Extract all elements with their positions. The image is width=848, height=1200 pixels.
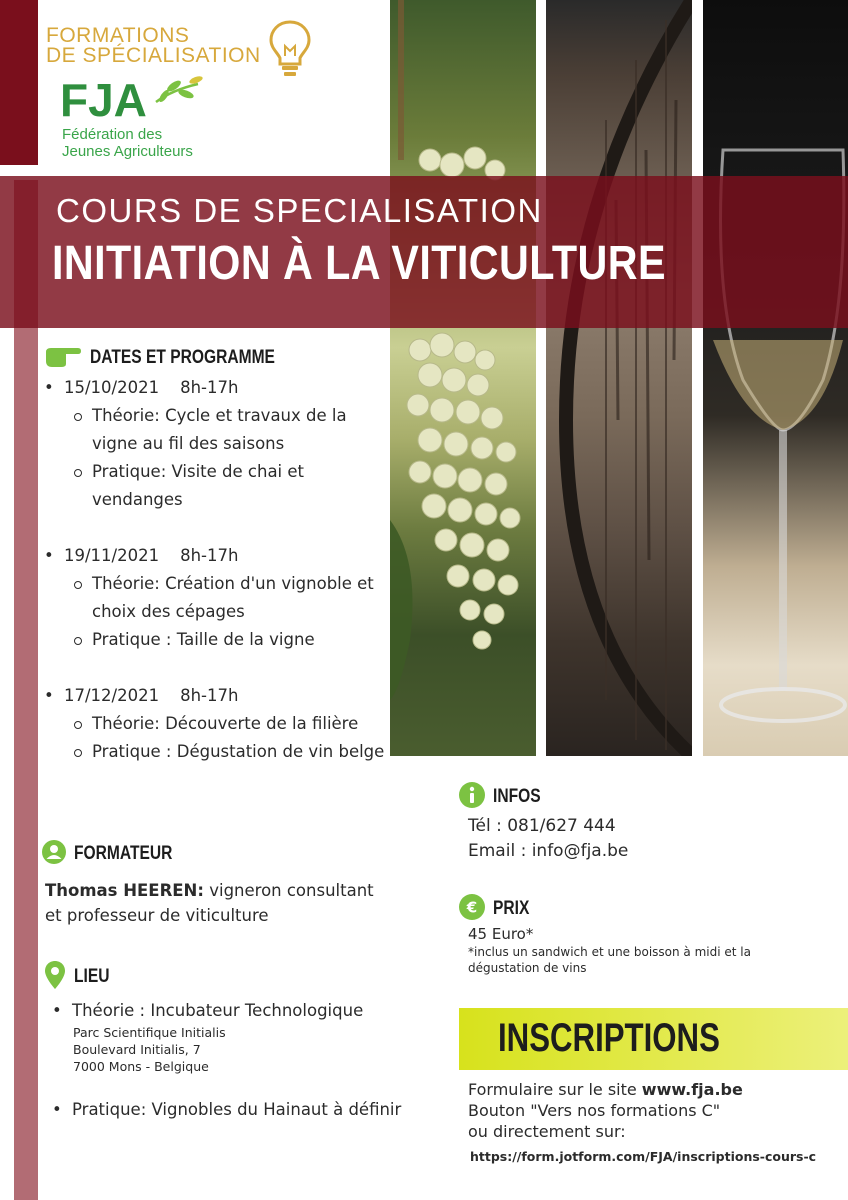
- course-type-heading: COURS DE SPECIALISATION: [56, 192, 543, 229]
- price-section-header: [459, 894, 537, 924]
- location-heading: LIEU: [74, 966, 110, 987]
- trainer-role: vigneron consultant et professeur de viticulture: [45, 881, 374, 925]
- pointing-hand-icon: [44, 344, 82, 372]
- session-item: Pratique : Dégustation de vin belge: [42, 738, 392, 766]
- price-amount: 45 Euro*: [468, 925, 534, 943]
- program-session-3: [42, 682, 392, 766]
- session-date: 19/11/2021: [64, 546, 160, 565]
- registration-url[interactable]: https://form.jotform.com/FJA/inscriptions-cours-c: [470, 1149, 817, 1164]
- session-item: Pratique : Taille de la vigne: [42, 626, 392, 654]
- trainer-description: [45, 878, 390, 928]
- trainer-section-header: [42, 840, 194, 868]
- program-heading: DATES ET PROGRAMME: [90, 347, 275, 368]
- wine-glass-photo: [703, 0, 848, 756]
- session-time: 8h-17h: [180, 378, 239, 397]
- session-time: 8h-17h: [180, 546, 239, 565]
- barrel-photo: [546, 0, 692, 756]
- session-date-line: [42, 542, 392, 570]
- email-address: Email : info@fja.be: [468, 841, 629, 861]
- program-section-header: [44, 344, 316, 372]
- session-item: Théorie: Création d'un vignoble et choix des cépages: [42, 570, 392, 626]
- formations-tagline: [46, 26, 261, 66]
- price-heading: PRIX: [493, 898, 530, 919]
- map-pin-icon: [44, 960, 66, 994]
- euro-icon: [459, 894, 485, 924]
- session-date: 15/10/2021: [64, 378, 160, 397]
- session-item: Théorie: Découverte de la filière: [42, 710, 392, 738]
- registration-line-3: ou directement sur:: [468, 1122, 626, 1141]
- program-session-1: [42, 374, 392, 514]
- program-session-2: [42, 542, 392, 654]
- tagline-line-2: DE SPÉCIALISATION: [46, 44, 261, 67]
- address-line: 7000 Mons - Belgique: [73, 1059, 209, 1074]
- tagline-line-1: FORMATIONS: [46, 24, 190, 47]
- phone-number: Tél : 081/627 444: [468, 816, 616, 836]
- corner-accent-block: [0, 0, 38, 165]
- address-line: Parc Scientifique Initialis: [73, 1025, 226, 1040]
- session-date: 17/12/2021: [64, 686, 160, 705]
- price-details: [468, 924, 788, 976]
- org-name-line-1: Fédération des: [62, 126, 163, 143]
- fja-logo-text: FJA: [60, 74, 147, 124]
- registration-site-link[interactable]: www.fja.be: [641, 1080, 743, 1099]
- location-details: [52, 998, 412, 1123]
- session-date-line: [42, 682, 392, 710]
- trainer-name: Thomas HEEREN:: [45, 881, 204, 900]
- person-icon: [42, 840, 66, 868]
- registration-line-2: Bouton "Vers nos formations C": [468, 1101, 721, 1120]
- registration-site-prefix: Formulaire sur le site: [468, 1080, 642, 1099]
- location-practice: • Pratique: Vignobles du Hainaut à définir: [52, 1097, 412, 1123]
- registration-line-1: [468, 1079, 743, 1100]
- registration-instructions: [468, 1079, 743, 1142]
- infos-heading: INFOS: [493, 786, 541, 807]
- course-title: INITIATION À LA VITICULTURE: [52, 237, 666, 290]
- leaf-icon: [156, 75, 204, 104]
- price-note: *inclus un sandwich et une boisson à midi et la dégustation de vins: [468, 945, 751, 975]
- address-line: Boulevard Initialis, 7: [73, 1042, 201, 1057]
- barrel-illustration: [546, 0, 692, 756]
- svg-text:€: €: [466, 898, 478, 917]
- trainer-heading: FORMATEUR: [74, 843, 173, 864]
- session-date-line: [42, 374, 392, 402]
- lightbulb-icon: [266, 18, 314, 78]
- grapes-photo: [390, 0, 536, 756]
- left-decorative-rail: [14, 180, 38, 1200]
- wine-glass-illustration: [703, 0, 848, 756]
- org-name: [62, 126, 193, 160]
- location-section-header: [44, 960, 117, 994]
- fja-logo: [60, 72, 210, 124]
- info-icon: [459, 782, 485, 812]
- contact-info: [468, 814, 628, 864]
- session-time: 8h-17h: [180, 686, 239, 705]
- org-name-line-2: Jeunes Agriculteurs: [62, 143, 193, 160]
- grapes-illustration: [390, 0, 536, 756]
- infos-section-header: [459, 782, 551, 812]
- registration-heading: INSCRIPTIONS: [498, 1016, 720, 1060]
- session-item: Théorie: Cycle et travaux de la vigne au fil des saisons: [42, 402, 392, 458]
- session-item: Pratique: Visite de chai et vendanges: [42, 458, 392, 514]
- location-theory: • Théorie : Incubateur Technologique: [52, 998, 412, 1024]
